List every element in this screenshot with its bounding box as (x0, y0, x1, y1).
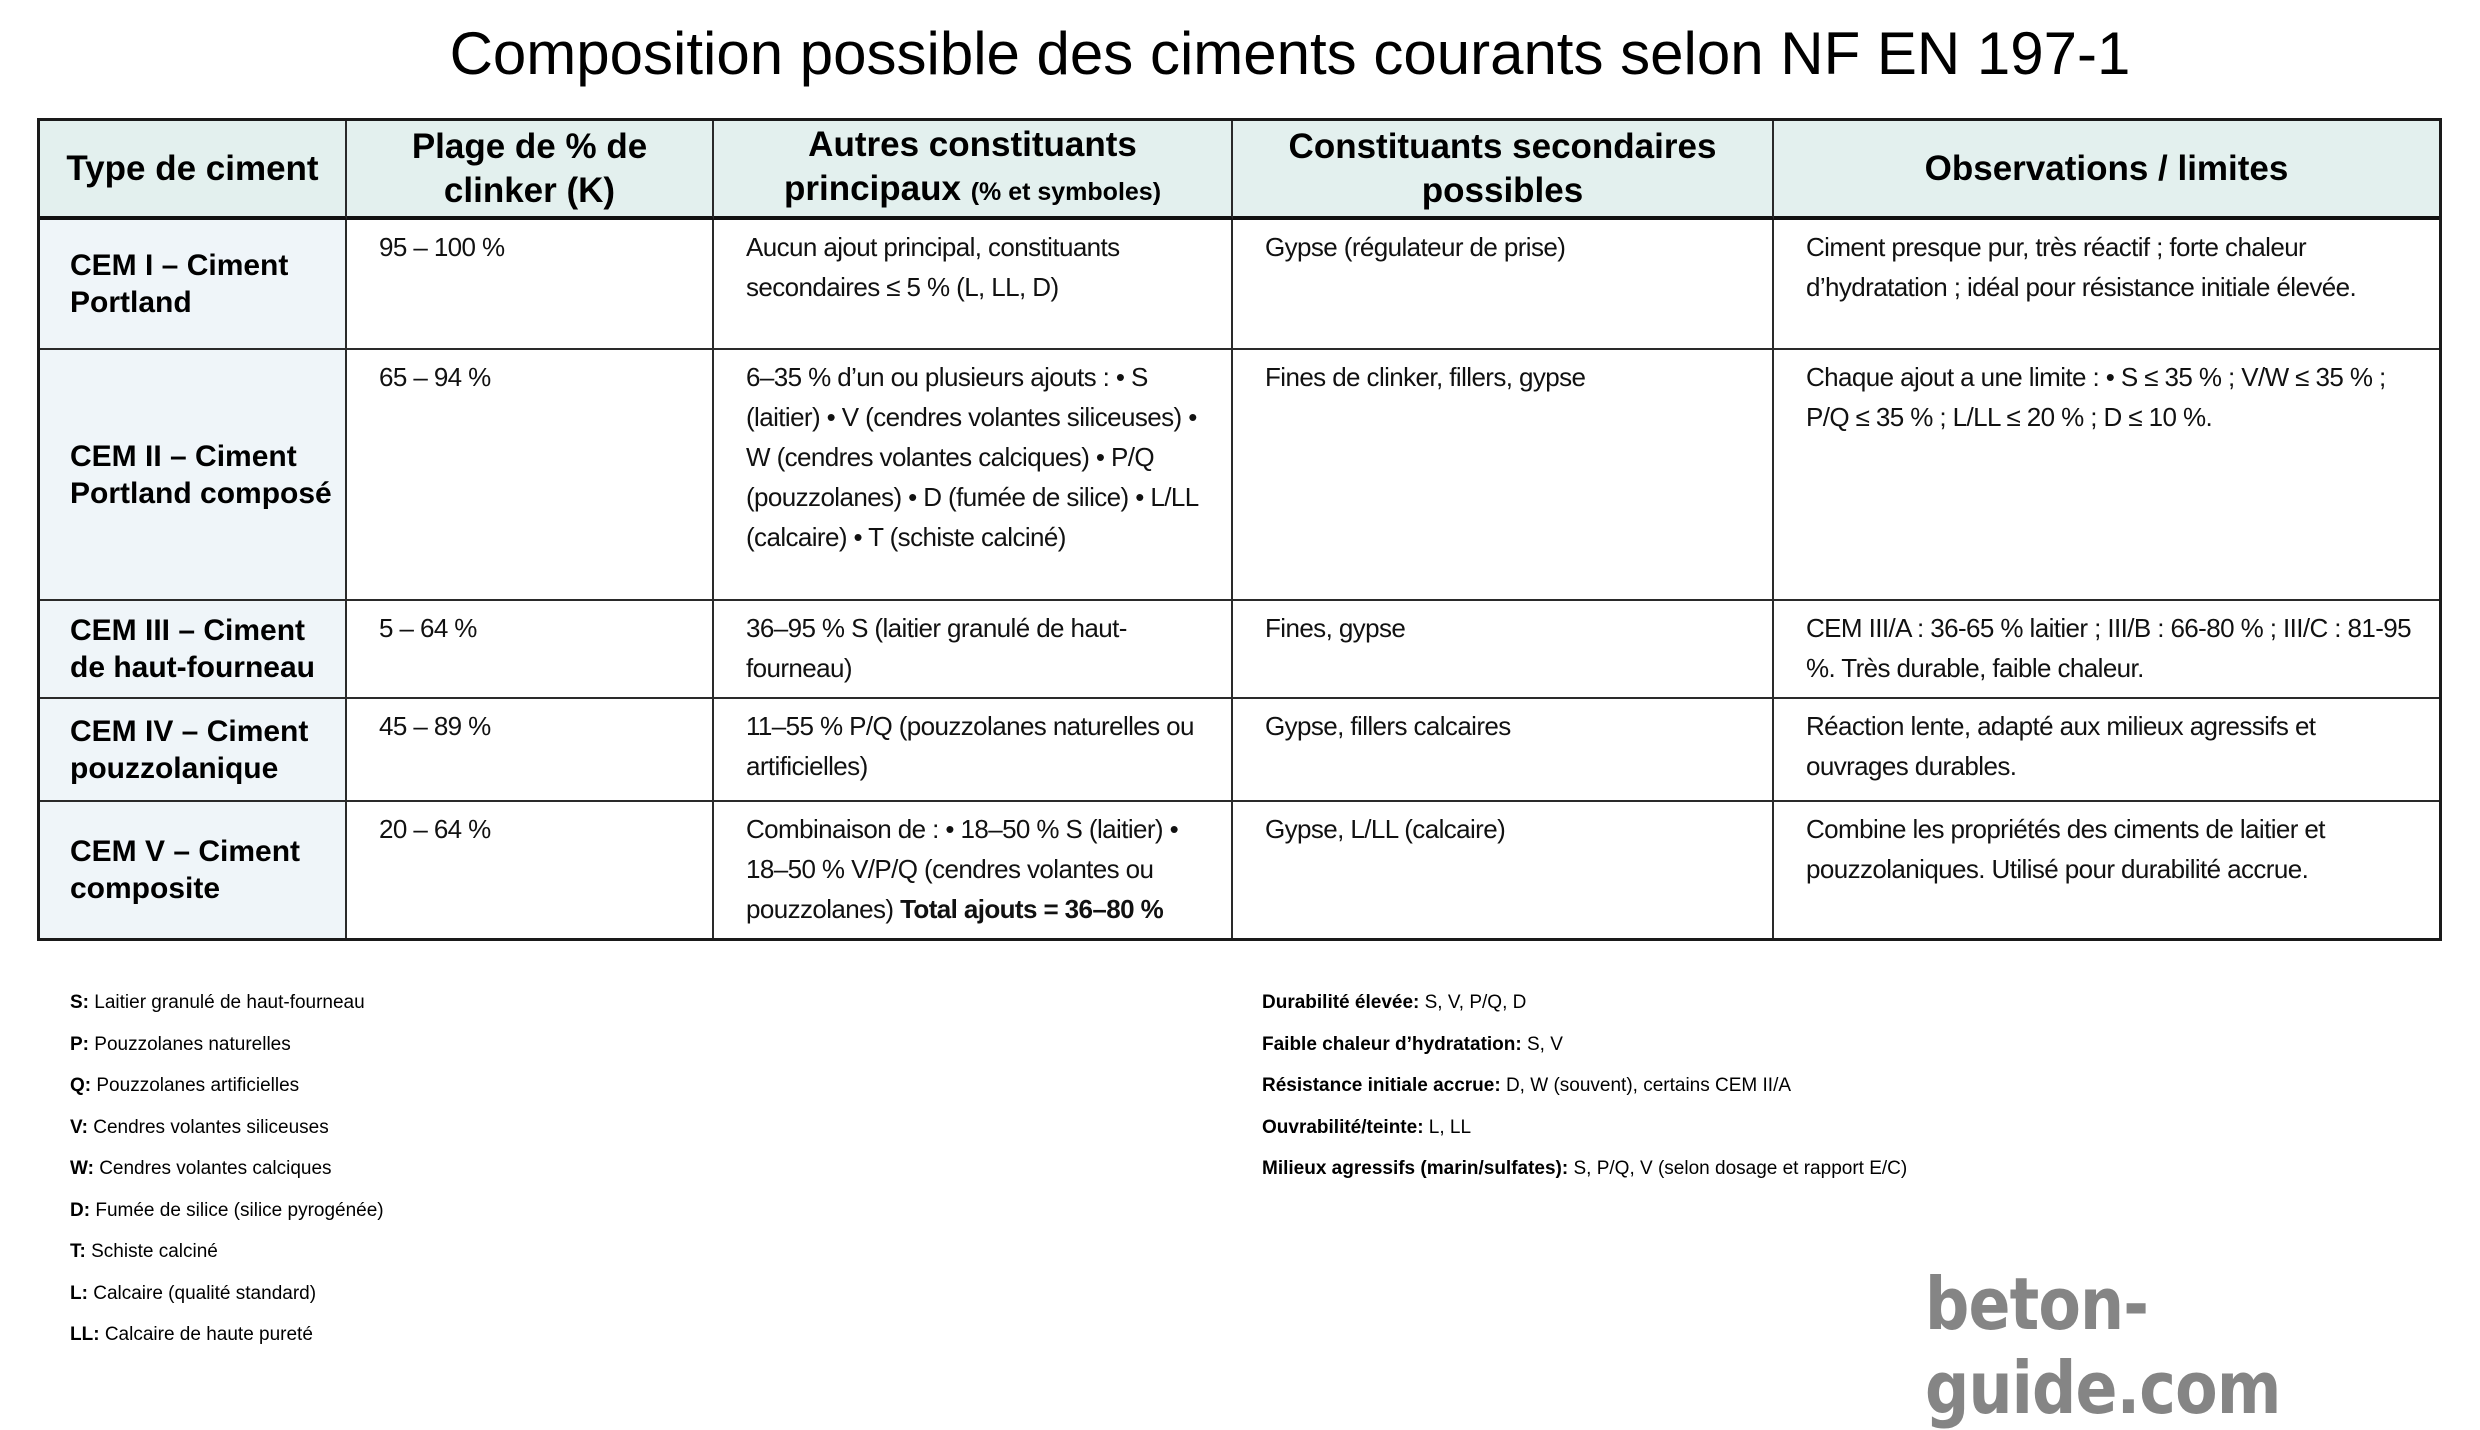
row-cem3-clinker: 5 – 64 % (347, 601, 714, 699)
row-cem2-secondaires: Fines de clinker, fillers, gypse (1233, 350, 1774, 601)
property-key: Durabilité élevée: (1262, 992, 1420, 1013)
type-line1: CEM IV – Ciment (70, 714, 309, 748)
legend-value: Laitier granulé de haut-fourneau (89, 992, 365, 1013)
type-line1: CEM V – Ciment (70, 835, 301, 868)
legend-value: Cendres volantes calciques (93, 1158, 332, 1179)
legend-value: Fumée de silice (silice pyrogénée) (90, 1199, 384, 1221)
legend-key: W: (70, 1158, 94, 1179)
legend-item (70, 1190, 384, 1232)
row-cem3-secondaires: Fines, gypse (1233, 601, 1774, 699)
principaux-text: 11–55 % P/Q (pouzzolanes naturelles ou artificielles) (746, 711, 1194, 781)
legend-item (70, 982, 384, 1024)
legend-item (70, 1231, 384, 1273)
row-cem1-observations: Ciment presque pur, très réactif ; forte chaleur d’hydratation ; idéal pour résistance initiale élevée. (1774, 220, 2439, 350)
row-cem4-observations: Réaction lente, adapté aux milieux agressifs et ouvrages durables. (1774, 699, 2439, 802)
row-cem2-clinker: 65 – 94 % (347, 350, 714, 601)
property-value: D, W (souvent), certains CEM II/A (1500, 1075, 1792, 1096)
header-type-label: Type de ciment (66, 148, 319, 188)
property-item (1262, 1148, 1907, 1190)
page-title: Composition possible des ciments courants selon NF EN 197-1 (449, 20, 2131, 87)
type-line2: Portland composé (70, 476, 332, 510)
header-principaux-sub: (% et symboles) (970, 178, 1162, 206)
property-value: S, V, P/Q, D (1419, 992, 1527, 1013)
property-item (1262, 982, 1907, 1024)
legend-key: D: (70, 1199, 91, 1221)
legend-key: LL: (70, 1324, 100, 1345)
property-key: Faible chaleur d’hydratation: (1262, 1033, 1522, 1055)
row-cem2-observations: Chaque ajout a une limite : • S ≤ 35 % ; V/W ≤ 35 % ; P/Q ≤ 35 % ; L/LL ≤ 20 % ; D ≤ 10 %. (1774, 350, 2439, 601)
legend-value: Pouzzolanes artificielles (91, 1075, 300, 1096)
row-cem4-clinker: 45 – 89 % (347, 699, 714, 802)
header-observations-label: Observations / limites (1924, 148, 2289, 188)
row-cem1-secondaires: Gypse (régulateur de prise) (1233, 220, 1774, 350)
principaux-text: Aucun ajout principal, constituants secondaires ≤ 5 % (L, LL, D) (746, 232, 1120, 302)
type-line1: CEM II – Ciment (70, 439, 297, 473)
legend-value: Calcaire de haute pureté (99, 1324, 313, 1345)
legend-value: Pouzzolanes naturelles (89, 1033, 291, 1055)
header-principaux-line2: principaux (783, 169, 961, 208)
legend-key: S: (70, 992, 89, 1013)
legend-symbols (70, 982, 384, 1356)
legend-item (70, 1314, 384, 1356)
header-secondaires-label: Constituants secondaires possibles (1288, 126, 1717, 210)
row-cem4-principaux (714, 699, 1233, 802)
row-cem1-principaux (714, 220, 1233, 350)
property-item (1262, 1065, 1907, 1107)
header-principaux-line1: Autres constituants (808, 125, 1137, 164)
property-value: S, P/Q, V (selon dosage et rapport E/C) (1568, 1158, 1908, 1179)
legend-item (70, 1273, 384, 1315)
row-cem4-secondaires: Gypse, fillers calcaires (1233, 699, 1774, 802)
property-value: S, V (1521, 1033, 1563, 1055)
type-line1: CEM III – Ciment (70, 614, 306, 647)
type-line2: pouzzolanique (70, 751, 279, 785)
header-secondaires (1233, 121, 1774, 220)
property-item (1262, 1107, 1907, 1149)
legend-key: T: (70, 1241, 86, 1262)
property-key: Milieux agressifs (marin/sulfates): (1262, 1158, 1569, 1179)
brand-watermark: beton-guide.com (1925, 1262, 2281, 1430)
legend-key: V: (70, 1116, 88, 1138)
row-cem2-type (40, 350, 347, 601)
legend-item (70, 1024, 384, 1066)
legend-value: Calcaire (qualité standard) (87, 1282, 317, 1304)
type-line2: Portland (70, 286, 192, 319)
header-observations (1774, 121, 2439, 220)
row-cem5-clinker: 20 – 64 % (347, 802, 714, 938)
row-cem3-observations: CEM III/A : 36-65 % laitier ; III/B : 66-80 % ; III/C : 81-95 %. Très durable, faible chaleur. (1774, 601, 2439, 699)
principaux-bold: Total ajouts = 36–80 % (900, 894, 1164, 924)
row-cem3-principaux (714, 601, 1233, 699)
header-clinker (347, 121, 714, 220)
row-cem2-principaux (714, 350, 1233, 601)
property-key: Ouvrabilité/teinte: (1262, 1116, 1424, 1138)
row-cem5-observations: Combine les propriétés des ciments de laitier et pouzzolaniques. Utilisé pour durabilité accrue. (1806, 814, 2325, 884)
row-cem4-type (40, 699, 347, 802)
row-cem3-type (40, 601, 347, 699)
row-cem1-type (40, 220, 347, 350)
type-line2: de haut-fourneau (70, 651, 315, 684)
type-line2: composite (70, 872, 221, 905)
property-value: L, LL (1423, 1116, 1472, 1138)
property-key: Résistance initiale accrue: (1262, 1075, 1501, 1096)
row-cem1-clinker: 95 – 100 % (347, 220, 714, 350)
legend-value: Cendres volantes siliceuses (87, 1116, 329, 1138)
legend-item (70, 1148, 384, 1190)
property-item (1262, 1024, 1907, 1066)
row-cem5-principaux (714, 802, 1233, 938)
legend-key: P: (70, 1033, 89, 1055)
legend-key: L: (70, 1282, 88, 1304)
principaux-text: 36–95 % S (laitier granulé de haut-fourneau) (746, 613, 1127, 683)
type-line1: CEM I – Ciment (70, 249, 289, 282)
legend-key: Q: (70, 1075, 92, 1096)
cement-composition-table (37, 118, 2442, 941)
principaux-text: 6–35 % d’un ou plusieurs ajouts : • S (laitier) • V (cendres volantes siliceuses) • W (cendres volantes calciques) • P/Q (pouzzolanes) • D (fumée de silice) • L/LL (calcaire) • T (schiste calciné) (746, 362, 1198, 552)
header-clinker-label: Plage de % de clinker (K) (411, 126, 648, 210)
legend-item (70, 1065, 384, 1107)
legend-item (70, 1107, 384, 1149)
row-cem5-secondaires: Gypse, L/LL (calcaire) (1233, 802, 1774, 938)
legend-properties (1262, 982, 1907, 1190)
header-type (40, 121, 347, 220)
row-cem5-type (40, 802, 347, 938)
legend-value: Schiste calciné (85, 1241, 218, 1262)
principaux-text: Combinaison de : • 18–50 % S (laitier) • 18–50 % V/P/Q (cendres volantes ou pouzzolanes) (746, 814, 1179, 924)
header-principaux (714, 121, 1233, 220)
